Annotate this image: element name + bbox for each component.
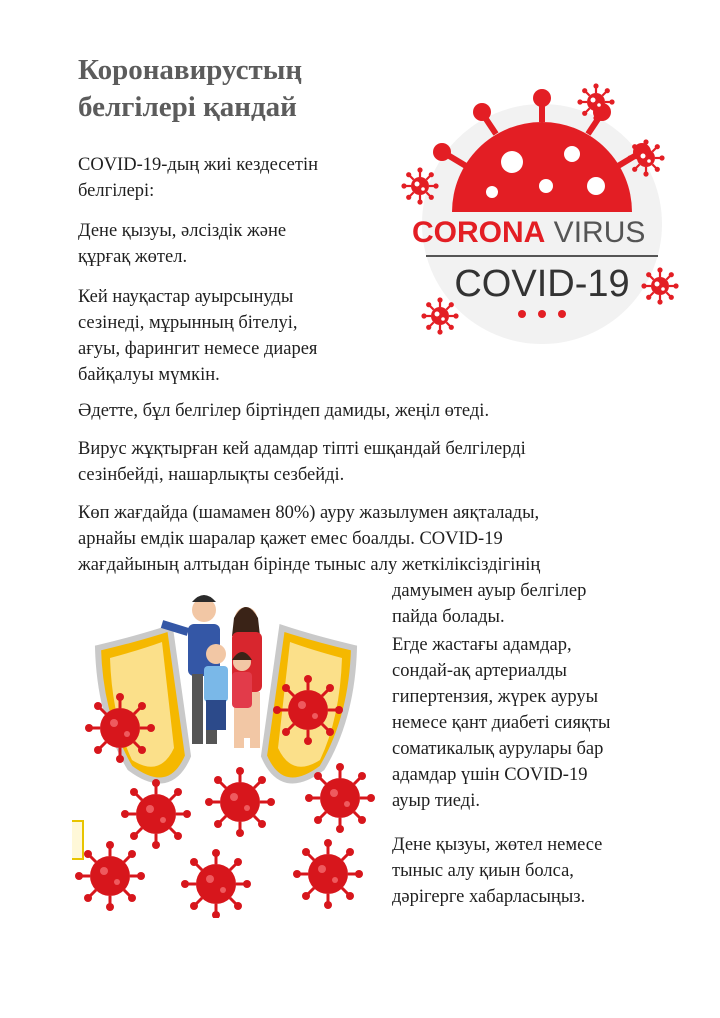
title-line-2: белгілері қандай xyxy=(78,91,297,123)
text-line: гипертензия, жүрек ауруы xyxy=(392,687,599,707)
paragraph-contact-doctor xyxy=(392,832,672,910)
text-line: соматикалық аурулары бар xyxy=(392,739,604,759)
decorative-stamp xyxy=(72,820,84,860)
corona-virus-logo xyxy=(396,74,688,374)
text-line: пайда болады. xyxy=(392,607,505,627)
paragraph-common-symptoms-intro xyxy=(78,152,378,204)
paragraph-recovery xyxy=(78,500,658,578)
text-line: Көп жағдайда (шамамен 80%) ауру жазылумен аяқталады, xyxy=(78,503,540,523)
page-title xyxy=(78,52,398,126)
text-line: Дене қызуы, әлсіздік және xyxy=(78,221,287,241)
paragraph-risk-groups xyxy=(392,632,672,814)
text-line: COVID-19-дың жиі кездесетін xyxy=(78,155,319,175)
text-line: сезінбейді, нашарлықты сезбейді. xyxy=(78,465,345,485)
paragraph-asymptomatic xyxy=(78,436,658,488)
text-line: дамуымен ауыр белгілер xyxy=(392,581,587,601)
text-line: ағуы, фарингит немесе диарея xyxy=(78,339,318,359)
text-line: Кей науқастар ауырсынуды xyxy=(78,287,294,307)
paragraph-other-symptoms xyxy=(78,284,378,388)
text-line: Вирус жұқтырған кей адамдар тіпті ешқандай белгілерді xyxy=(78,439,526,459)
text-line: Егде жастағы адамдар, xyxy=(392,635,572,655)
text-line: дәрігерге хабарласыңыз. xyxy=(392,887,586,907)
text-line: жағдайының алтыдан бірінде тыныс алу жеткіліксіздігінің xyxy=(78,555,541,575)
covid-19-logo-text: COVID-19 xyxy=(454,263,630,305)
text-line: сезінеді, мұрынның бітелуі, xyxy=(78,313,298,333)
text-line: Әдетте, бұл белгілер біртіндеп дамиды, жеңіл өтеді. xyxy=(78,401,490,421)
title-line-1: Коронавирустың xyxy=(78,54,303,86)
family-shield-illustration xyxy=(70,588,382,918)
text-line: сондай-ақ артериалды xyxy=(392,661,567,681)
text-line: тыныс алу қиын болса, xyxy=(392,861,574,881)
text-line: адамдар үшін COVID-19 xyxy=(392,765,588,785)
text-line: арнайы емдік шаралар қажет емес боалды. COVID-19 xyxy=(78,529,503,549)
paragraph-main-symptoms xyxy=(78,218,378,270)
text-line: құрғақ жөтел. xyxy=(78,247,188,267)
text-line: ауыр тиеді. xyxy=(392,791,480,811)
text-line: Дене қызуы, жөтел немесе xyxy=(392,835,603,855)
text-line: байқалуы мүмкін. xyxy=(78,365,220,385)
paragraph-mild-course xyxy=(78,398,658,424)
text-line: немесе қант диабеті сияқты xyxy=(392,713,611,733)
paragraph-severe-symptoms xyxy=(392,578,672,630)
corona-logo-text: CORONA VIRUS xyxy=(412,216,646,249)
text-line: белгілері: xyxy=(78,181,155,201)
